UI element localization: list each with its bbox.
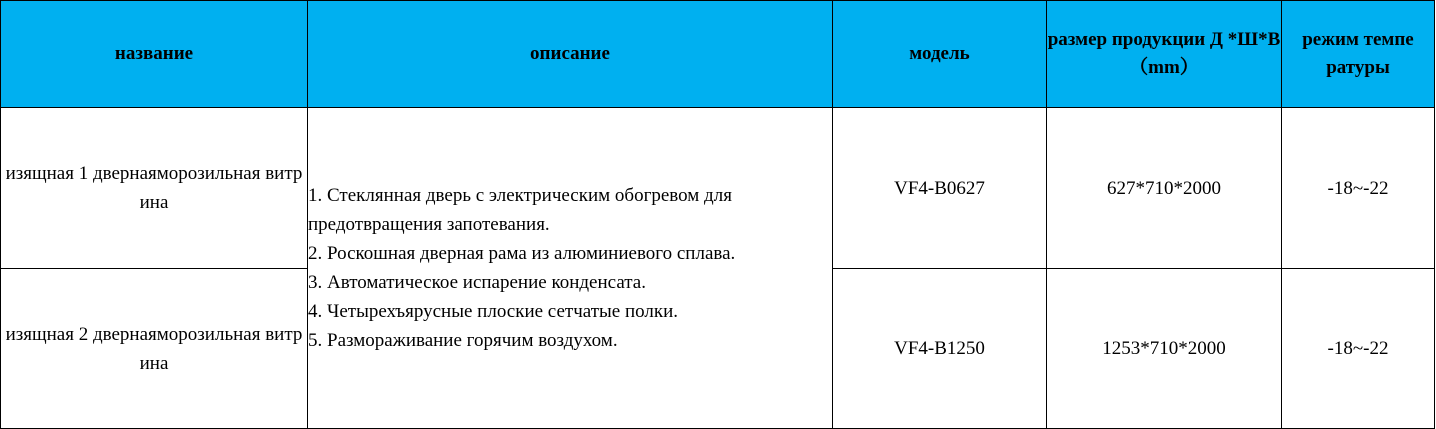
- header-model: модель: [833, 1, 1047, 108]
- description-list: [308, 181, 832, 355]
- model-cell: [833, 108, 1047, 269]
- description-line: 2. Роскошная дверная рама из алюминиевого сплава.: [308, 243, 736, 264]
- size-cell: [1047, 269, 1282, 429]
- model-value: VF4-B0627: [894, 177, 985, 199]
- header-temperature: режим темпе ратуры: [1282, 1, 1435, 108]
- header-description: описание: [308, 1, 833, 108]
- size-cell: [1047, 108, 1282, 269]
- temperature-value: -18~-22: [1327, 338, 1389, 359]
- temperature-value: -18~-22: [1327, 177, 1389, 199]
- description-line: 1. Стеклянная дверь с электрическим обогревом для предотвращения запотевания.: [308, 185, 732, 235]
- description-cell: [308, 108, 833, 429]
- size-value: 1253*710*2000: [1102, 338, 1226, 359]
- header-name: название: [1, 1, 308, 108]
- header-size: размер продукции Д *Ш*В （mm）: [1047, 1, 1282, 108]
- model-value: VF4-B1250: [894, 338, 985, 359]
- description-line: 4. Четырехъярусные плоские сетчатые полки.: [308, 301, 679, 322]
- product-name: изящная 1 двернаяморозильная витрина: [5, 163, 303, 213]
- header-row: [1, 1, 1435, 108]
- description-line: 3. Автоматическое испарение конденсата.: [308, 272, 646, 293]
- product-name: изящная 2 двернаяморозильная витрина: [5, 323, 303, 374]
- description-line: 5. Размораживание горячим воздухом.: [308, 330, 618, 351]
- product-name-cell: [1, 269, 308, 429]
- temperature-cell: [1282, 269, 1435, 429]
- temperature-cell: [1282, 108, 1435, 269]
- table-row: [1, 108, 1435, 269]
- model-cell: [833, 269, 1047, 429]
- product-name-cell: [1, 108, 308, 269]
- size-value: 627*710*2000: [1107, 177, 1221, 199]
